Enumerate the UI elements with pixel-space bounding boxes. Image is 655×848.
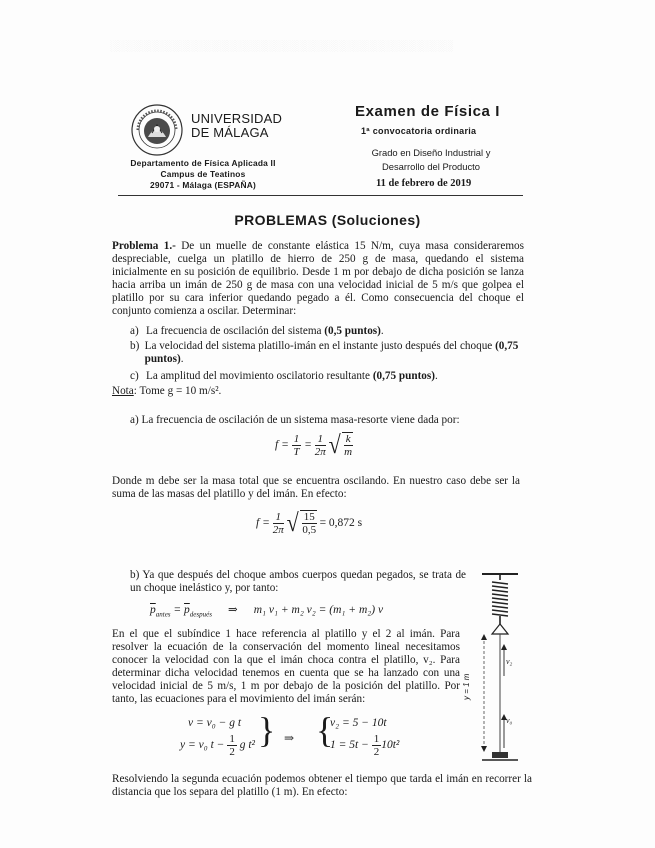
university-name-line2: DE MÁLAGA <box>191 125 269 140</box>
brace-right <box>258 712 275 748</box>
kinematics-specific <box>330 716 399 758</box>
problem-text: De un muelle de constante elástica 15 N/m, cuya masa consideraremos despreciable, cuelga un platillo de hierro de 250 g de masa, quedando el sistema inicialmente en su posición de equilibrio. Desde 1 m por debajo de dicha posición se lanza hacia arriba un imán de 250 g de masa con una velocidad inicial de 5 m/s que golpea el platillo por su cara inferior quedando pegado a él. Como consecuencia del choque el conjunto comienza a oscilar. Determinar: <box>112 240 524 317</box>
solution-final-text: Resolviendo la segunda ecuación podemos obtener el tiempo que tarda el imán en recorrer la distancia que los separa del platillo (1 m). En efecto: <box>112 773 532 798</box>
formula-f: f = <box>275 439 289 451</box>
v2-label: v₂ <box>506 657 513 666</box>
item-body <box>145 340 524 366</box>
sqrt-symbol: √ <box>286 508 299 537</box>
denominator: 2π <box>314 445 326 458</box>
eq-position: y = v₀ t − $\frac{1}{2}$ g t² <box>180 733 255 758</box>
right-brace: } <box>258 710 276 750</box>
item-label: b) <box>130 340 140 352</box>
bleed-through: ░░░░░░░░░░░░░░░░░░░░░░░░░░░░░░░░░░░░░░░░░░░░ <box>110 40 453 52</box>
numerator: k <box>345 433 351 445</box>
momentum-left: $\overline{p}$ <box>150 604 156 616</box>
fraction-1-T <box>292 433 302 458</box>
numerator: 1 <box>373 733 380 745</box>
v0-label: v₀ <box>506 716 513 725</box>
spring-coil <box>492 574 508 624</box>
item-end: . <box>180 353 184 365</box>
fraction-1-2pi <box>315 433 326 458</box>
denominator: m <box>344 446 353 458</box>
campus-name: Campus de Teatinos <box>160 169 246 179</box>
numerator: 1 <box>229 733 235 745</box>
formula-equals: = <box>304 439 312 451</box>
item-label: c) <box>130 370 139 382</box>
platillo-plate <box>492 624 508 634</box>
spring-magnet-diagram <box>470 568 530 768</box>
exam-date: 11 de febrero de 2019 <box>376 178 472 189</box>
subscript-antes: antes <box>155 610 171 619</box>
denominator: 2 <box>373 746 380 758</box>
formula-result: = 0,872 s <box>319 517 363 529</box>
fraction-15-05 <box>300 510 317 536</box>
problem-item-a <box>130 325 524 338</box>
eq-one-start: 1 = 5t − <box>330 739 372 752</box>
item-points: (0,75 puntos) <box>372 370 435 382</box>
convocatoria: 1ª convocatoria ordinaria <box>361 126 477 136</box>
item-text: La amplitud del movimiento oscilatorio resultante <box>146 370 373 382</box>
numerator: 1 <box>293 432 300 445</box>
denominator: T <box>293 445 300 458</box>
denominator: 2 <box>229 746 235 758</box>
item-label: a) <box>130 325 139 337</box>
exam-title: Examen de Física I <box>355 103 501 120</box>
item-end: . <box>380 325 384 337</box>
eq-position-start: y = v₀ t − <box>180 739 228 752</box>
item-b-row <box>130 340 524 366</box>
header-divider <box>118 195 523 196</box>
item-text: La frecuencia de oscilación del sistema <box>146 325 325 337</box>
degree-name <box>356 146 506 174</box>
degree-line1: Grado en Diseño Industrial y <box>371 147 491 158</box>
frequency-result-formula <box>256 510 362 536</box>
solution-m-explanation: Donde m debe ser la masa total que se encuentra oscilando. En nuestro caso debe ser la suma de las masas del platillo y del imán. En efecto: <box>112 475 520 500</box>
eq-velocity: v = v₀ − g t <box>188 717 242 729</box>
iman-magnet <box>492 752 508 758</box>
implies-arrow-2: ⇒ <box>284 731 295 745</box>
department-block <box>118 158 288 191</box>
university-seal-logo <box>130 103 184 157</box>
address: 29071 - Málaga (ESPAÑA) <box>150 180 256 190</box>
university-name-line1: UNIVERSIDAD <box>191 111 283 126</box>
numerator: 15 <box>303 511 315 523</box>
problem-statement <box>112 240 524 318</box>
subscript-despues: después <box>189 610 212 619</box>
distance-arrow-top <box>481 634 487 640</box>
frequency-formula <box>275 432 353 458</box>
university-name <box>191 112 282 140</box>
solution-b-explanation: En el que el subíndice 1 hace referencia al platillo y el 2 al imán. Para resolver la ecuación de la conservación del momento lineal necesitamos conocer la velocidad con la que el imán choca contra el platillo, v₂. Para determinar dicha velocidad tenemos en cuenta que se ha lanzado con una velocidad inicial de 5 m/s, 1 m por debajo de la posición del platillo. Por tanto, las ecuaciones para el movimiento del imán serán: <box>112 628 460 705</box>
sqrt-symbol: √ <box>328 430 341 459</box>
eq-v2: v₂ = 5 − 10t <box>330 717 387 729</box>
fraction-half <box>372 733 382 758</box>
kinematics-general <box>180 716 255 758</box>
distance-label: y = 1 m <box>462 673 471 700</box>
item-text: La velocidad del sistema platillo-imán en el instante justo después del choque <box>144 340 496 352</box>
department-name: Departamento de Física Aplicada II <box>130 158 276 168</box>
formula-f: f = <box>256 517 270 529</box>
momentum-equation: $\overline{p}_{antes} = \overline{p}_{después}$ ⇒ m₁ v₁ + m₂ v₂ = (m₁ + m₂) v <box>150 604 384 619</box>
note-label: Nota <box>112 385 134 397</box>
problem-item-c <box>130 370 524 383</box>
denominator: 2π <box>272 523 284 536</box>
numerator: 1 <box>315 433 326 446</box>
item-points: (0,5 puntos) <box>324 325 381 337</box>
fraction-k-m <box>342 432 353 458</box>
solution-b-intro: b) Ya que después del choque ambos cuerpos quedan pegados, se trata de un choque inelástico y, por tanto: <box>130 569 466 594</box>
v2-arrowhead <box>501 644 507 650</box>
problem-label: Problema 1.- <box>112 240 176 252</box>
left-brace: { <box>316 710 334 750</box>
item-points: (0,75 puntos) <box>144 340 519 365</box>
note-text: : Tome g = 10 m/s². <box>133 385 222 397</box>
fraction-half <box>227 733 237 758</box>
section-title: PROBLEMAS (Soluciones) <box>234 212 421 228</box>
fraction-1-2pi <box>273 511 284 536</box>
denominator: 0,5 <box>302 524 317 536</box>
problem-note <box>112 385 524 398</box>
momentum-expanded: m₁ v₁ + m₂ v₂ = (m₁ + m₂) v <box>253 604 384 616</box>
momentum-right-p: $\overline{p}$ <box>184 604 190 616</box>
distance-arrow-bottom <box>481 746 487 752</box>
solution-a-intro: a) La frecuencia de oscilación de un sistema masa-resorte viene dada por: <box>130 414 460 426</box>
problem-item-b <box>130 340 524 366</box>
numerator: 1 <box>273 511 284 524</box>
implies-arrow: ⇒ <box>228 604 238 616</box>
degree-line2: Desarrollo del Producto <box>382 161 480 172</box>
eq-one: 1 = 5t − $\frac{1}{2}$ 10t² <box>330 733 400 758</box>
item-end: . <box>434 370 438 382</box>
